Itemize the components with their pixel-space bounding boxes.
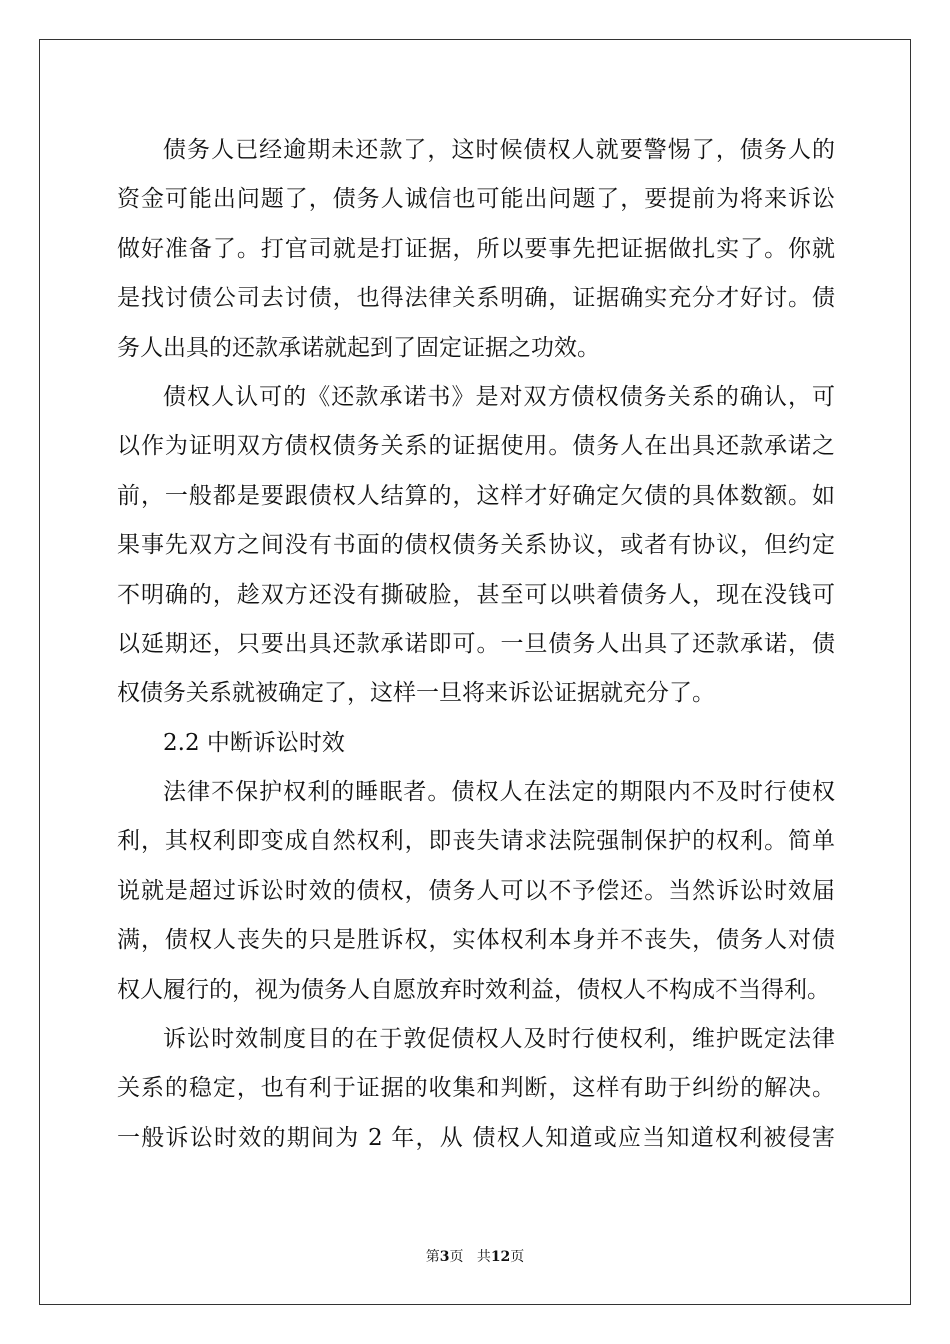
paragraph-2-line-3: 前，一般都是要跟债权人结算的，这样才好确定欠债的具体数额。如 (117, 482, 835, 509)
paragraph-2-line-5: 不明确的，趁双方还没有撕破脸，甚至可以哄着债务人，现在没钱可 (117, 581, 835, 608)
section-heading: 2.2 中断诉讼时效 (163, 729, 345, 756)
paragraph-2-line-4: 果事先双方之间没有书面的债权债务关系协议，或者有协议，但约定 (117, 532, 835, 559)
paragraph-4-line-2: 关系的稳定，也有利于证据的收集和判断，这样有助于纠纷的解决。 (117, 1075, 835, 1102)
footer-page-number: 3 (439, 1249, 450, 1265)
paragraph-1-line-5: 务人出具的还款承诺就起到了固定证据之功效。 (117, 334, 600, 361)
paragraph-3-line-1: 法律不保护权利的睡眠者。债权人在法定的期限内不及时行使权 (163, 779, 835, 806)
footer-total-prefix: 共 (476, 1249, 491, 1265)
paragraph-3-line-5: 权人履行的，视为债务人自愿放弃时效利益，债权人不构成不当得利。 (117, 976, 830, 1003)
paragraph-3-line-2: 利，其权利即变成自然权利，即丧失请求法院强制保护的权利。简单 (117, 828, 835, 855)
paragraph-2-line-2: 以作为证明双方债权债务关系的证据使用。债务人在出具还款承诺之 (117, 433, 835, 460)
paragraph-3-line-3: 说就是超过诉讼时效的债权，债务人可以不予偿还。当然诉讼时效届 (117, 877, 835, 904)
paragraph-1-line-2: 资金可能出问题了，债务人诚信也可能出问题了，要提前为将来诉讼 (117, 186, 835, 213)
paragraph-2-line-1: 债权人认可的《还款承诺书》是对双方债权债务关系的确认，可 (163, 383, 835, 410)
footer-total-pages: 12 (490, 1249, 511, 1265)
footer-total-unit: 页 (510, 1249, 525, 1265)
footer-prefix: 第 (425, 1249, 440, 1265)
paragraph-2-line-6: 以延期还，只要出具还款承诺即可。一旦债务人出具了还款承诺，债 (117, 630, 835, 657)
document-body (117, 126, 835, 1163)
paragraph-4-line-3: 一般诉讼时效的期间为 2 年，从 债权人知道或应当知道权利被侵害 (117, 1124, 835, 1151)
paragraph-1-line-4: 是找讨债公司去讨债，也得法律关系明确，证据确实充分才好讨。债 (117, 285, 835, 312)
footer-page-unit: 页 (449, 1249, 464, 1265)
paragraph-4-line-1: 诉讼时效制度目的在于敦促债权人及时行使权利，维护既定法律 (163, 1026, 835, 1053)
page-footer (0, 1246, 950, 1266)
paragraph-3-line-4: 满，债权人丧失的只是胜诉权，实体权利本身并不丧失，债务人对债 (117, 927, 835, 954)
paragraph-1-line-3: 做好准备了。打官司就是打证据，所以要事先把证据做扎实了。你就 (117, 235, 835, 262)
paragraph-2-line-7: 权债务关系就被确定了，这样一旦将来诉讼证据就充分了。 (117, 680, 715, 707)
paragraph-1-line-1: 债务人已经逾期未还款了，这时候债权人就要警惕了，债务人的 (163, 137, 835, 163)
